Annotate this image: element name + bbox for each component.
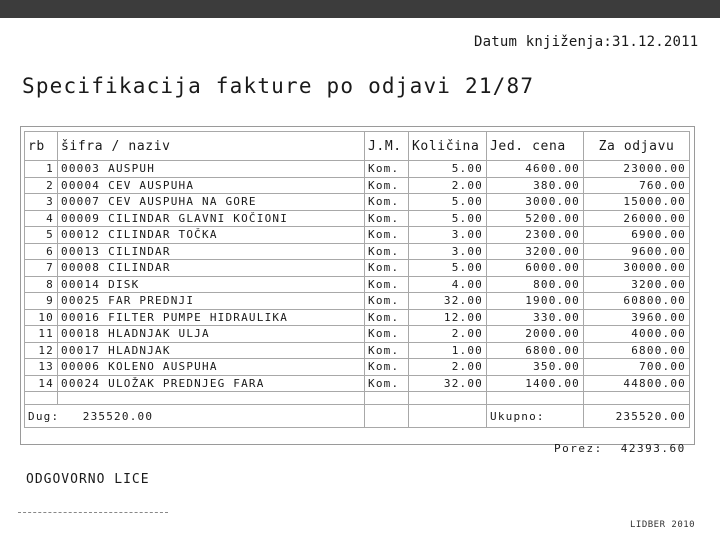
row-code: 00013 <box>61 244 101 258</box>
row-name: CILINDAR TOČKA <box>108 228 218 242</box>
invoice-table <box>24 131 690 428</box>
row-number: 5 <box>25 227 58 244</box>
tax-label: Porez: <box>554 442 603 455</box>
row-code: 00016 <box>61 310 101 324</box>
row-code: 00007 <box>61 195 101 209</box>
row-unit: Kom. <box>365 375 409 392</box>
row-code-name <box>58 375 365 392</box>
row-code-name <box>58 359 365 376</box>
row-quantity: 3.00 <box>409 227 487 244</box>
spacer-row <box>25 392 690 405</box>
row-code-name <box>58 326 365 343</box>
col-header-rb: rb <box>25 132 58 161</box>
table-row <box>25 342 690 359</box>
col-header-za-odjavu: Za odjavu <box>584 132 690 161</box>
top-bar <box>0 0 720 18</box>
table-row <box>25 293 690 310</box>
row-number: 2 <box>25 177 58 194</box>
row-unit-price: 6000.00 <box>487 260 584 277</box>
row-unit-price: 6800.00 <box>487 342 584 359</box>
row-number: 6 <box>25 243 58 260</box>
row-unit-price: 380.00 <box>487 177 584 194</box>
row-quantity: 3.00 <box>409 243 487 260</box>
row-unit-price: 1400.00 <box>487 375 584 392</box>
table-row <box>25 260 690 277</box>
row-number: 10 <box>25 309 58 326</box>
row-number: 12 <box>25 342 58 359</box>
row-quantity: 5.00 <box>409 161 487 178</box>
row-number: 1 <box>25 161 58 178</box>
row-code-name <box>58 210 365 227</box>
row-number: 11 <box>25 326 58 343</box>
tax-value: 42393.60 <box>620 442 686 455</box>
row-unit: Kom. <box>365 293 409 310</box>
row-unit: Kom. <box>365 210 409 227</box>
row-code: 00025 <box>61 294 101 308</box>
responsible-person-label: ODGOVORNO LICE <box>26 472 150 487</box>
table-row <box>25 243 690 260</box>
row-total: 700.00 <box>584 359 690 376</box>
row-unit: Kom. <box>365 276 409 293</box>
row-quantity: 5.00 <box>409 210 487 227</box>
row-code: 00014 <box>61 277 101 291</box>
row-total: 760.00 <box>584 177 690 194</box>
col-header-kolicina: Količina <box>409 132 487 161</box>
tax-line <box>554 442 686 455</box>
row-total: 4000.00 <box>584 326 690 343</box>
row-unit-price: 1900.00 <box>487 293 584 310</box>
row-unit: Kom. <box>365 342 409 359</box>
row-code: 00006 <box>61 360 101 374</box>
table-row <box>25 359 690 376</box>
row-quantity: 5.00 <box>409 194 487 211</box>
row-unit: Kom. <box>365 309 409 326</box>
row-code-name <box>58 276 365 293</box>
col-header-sifra-naziv: šifra / naziv <box>58 132 365 161</box>
row-name: ULOŽAK PREDNJEG FARA <box>108 376 265 390</box>
row-total: 3960.00 <box>584 309 690 326</box>
row-code-name <box>58 161 365 178</box>
row-unit-price: 350.00 <box>487 359 584 376</box>
table-footer-row <box>25 405 690 428</box>
row-total: 60800.00 <box>584 293 690 310</box>
row-code-name <box>58 227 365 244</box>
debt-value: 235520.00 <box>82 409 154 423</box>
row-unit-price: 330.00 <box>487 309 584 326</box>
document-title: Specifikacija fakture po odjavi 21/87 <box>22 74 535 98</box>
row-unit: Kom. <box>365 326 409 343</box>
table-row <box>25 161 690 178</box>
row-name: CILINDAR <box>108 261 171 275</box>
signature-line <box>18 512 168 513</box>
row-code-name <box>58 243 365 260</box>
row-total: 9600.00 <box>584 243 690 260</box>
row-number: 4 <box>25 210 58 227</box>
row-unit: Kom. <box>365 243 409 260</box>
row-unit: Kom. <box>365 194 409 211</box>
debt-cell <box>25 405 365 428</box>
table-row <box>25 210 690 227</box>
row-name: HLADNJAK ULJA <box>108 327 210 341</box>
table-row <box>25 194 690 211</box>
row-total: 44800.00 <box>584 375 690 392</box>
row-name: CILINDAR <box>108 244 171 258</box>
row-number: 7 <box>25 260 58 277</box>
row-total: 23000.00 <box>584 161 690 178</box>
row-name: KOLENO AUSPUHA <box>108 360 218 374</box>
table-row <box>25 375 690 392</box>
row-name: FILTER PUMPE HIDRAULIKA <box>108 310 289 324</box>
row-code: 00009 <box>61 211 101 225</box>
row-unit-price: 2300.00 <box>487 227 584 244</box>
row-code-name <box>58 260 365 277</box>
total-value: 235520.00 <box>584 405 690 428</box>
row-quantity: 32.00 <box>409 375 487 392</box>
row-number: 8 <box>25 276 58 293</box>
row-unit-price: 3200.00 <box>487 243 584 260</box>
row-name: AUSPUH <box>108 162 156 176</box>
row-total: 26000.00 <box>584 210 690 227</box>
row-total: 3200.00 <box>584 276 690 293</box>
table-row <box>25 177 690 194</box>
row-number: 14 <box>25 375 58 392</box>
row-quantity: 2.00 <box>409 177 487 194</box>
table-row <box>25 276 690 293</box>
row-quantity: 32.00 <box>409 293 487 310</box>
row-code: 00012 <box>61 228 101 242</box>
row-number: 3 <box>25 194 58 211</box>
row-number: 9 <box>25 293 58 310</box>
row-quantity: 12.00 <box>409 309 487 326</box>
row-code-name <box>58 342 365 359</box>
row-name: CEV AUSPUHA NA GORE <box>108 195 257 209</box>
row-quantity: 4.00 <box>409 276 487 293</box>
posting-date: Datum knjiženja:31.12.2011 <box>474 34 699 50</box>
row-code: 00024 <box>61 376 101 390</box>
row-name: DISK <box>108 277 140 291</box>
row-code: 00008 <box>61 261 101 275</box>
debt-label: Dug: <box>28 409 60 423</box>
row-code: 00018 <box>61 327 101 341</box>
row-code-name <box>58 293 365 310</box>
total-label: Ukupno: <box>487 405 584 428</box>
row-unit: Kom. <box>365 260 409 277</box>
row-code-name <box>58 177 365 194</box>
row-unit: Kom. <box>365 227 409 244</box>
col-header-jed-cena: Jed. cena <box>487 132 584 161</box>
row-quantity: 2.00 <box>409 326 487 343</box>
table-row <box>25 227 690 244</box>
row-name: CEV AUSPUHA <box>108 178 195 192</box>
row-total: 15000.00 <box>584 194 690 211</box>
row-unit: Kom. <box>365 359 409 376</box>
row-unit-price: 3000.00 <box>487 194 584 211</box>
row-unit: Kom. <box>365 161 409 178</box>
table-row <box>25 309 690 326</box>
row-quantity: 2.00 <box>409 359 487 376</box>
row-name: HLADNJAK <box>108 343 171 357</box>
row-code: 00003 <box>61 162 101 176</box>
row-name: FAR PREDNJI <box>108 294 195 308</box>
row-code-name <box>58 194 365 211</box>
row-code: 00017 <box>61 343 101 357</box>
row-total: 6900.00 <box>584 227 690 244</box>
row-unit-price: 800.00 <box>487 276 584 293</box>
row-total: 6800.00 <box>584 342 690 359</box>
row-number: 13 <box>25 359 58 376</box>
row-unit-price: 2000.00 <box>487 326 584 343</box>
row-code-name <box>58 309 365 326</box>
row-quantity: 5.00 <box>409 260 487 277</box>
row-code: 00004 <box>61 178 101 192</box>
table-row <box>25 326 690 343</box>
watermark: LIDBER 2010 <box>630 520 696 530</box>
row-total: 30000.00 <box>584 260 690 277</box>
row-name: CILINDAR GLAVNI KOČIONI <box>108 211 289 225</box>
row-quantity: 1.00 <box>409 342 487 359</box>
col-header-jm: J.M. <box>365 132 409 161</box>
row-unit-price: 5200.00 <box>487 210 584 227</box>
table-header-row <box>25 132 690 161</box>
row-unit: Kom. <box>365 177 409 194</box>
row-unit-price: 4600.00 <box>487 161 584 178</box>
